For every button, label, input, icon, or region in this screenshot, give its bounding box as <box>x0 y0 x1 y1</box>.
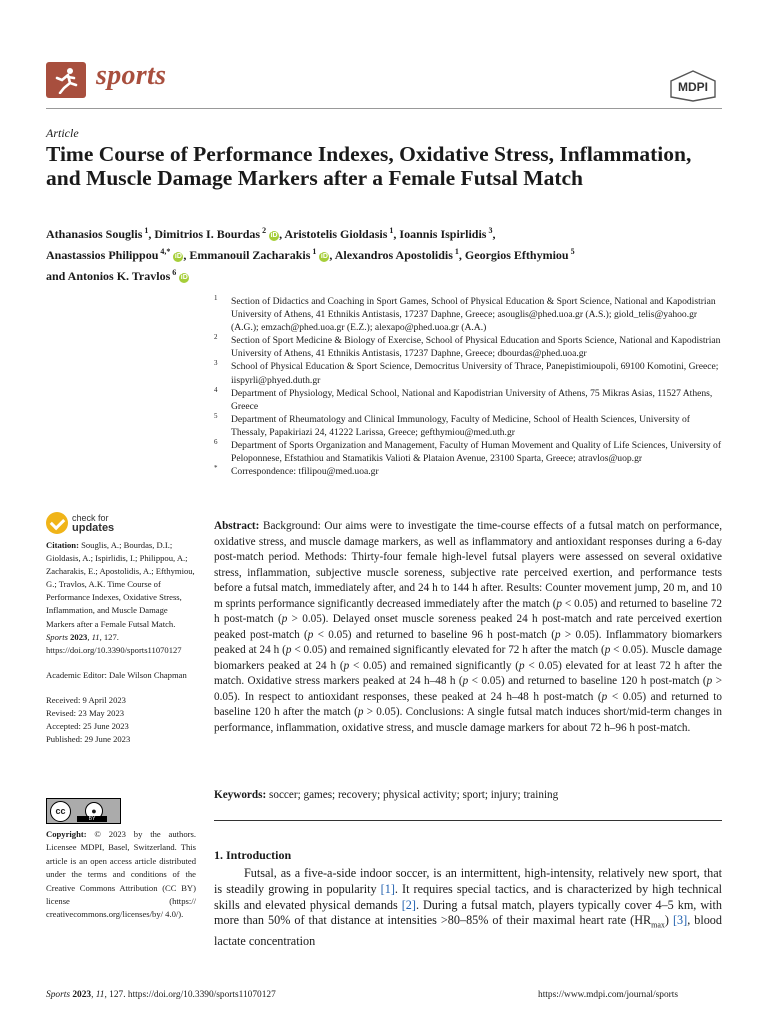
checkmark-icon <box>46 512 68 534</box>
affiliation-text: School of Physical Education & Sport Science, Democritus University of Thrace, Panepistimioupoli, 69100 Komotini, Greece; iispyrli@phyed.duth.gr <box>231 361 719 386</box>
orcid-icon[interactable]: iD <box>180 274 188 281</box>
author-affiliation-sup: 4,* <box>158 247 171 256</box>
orcid-icon[interactable]: iD <box>174 253 182 260</box>
affiliation-number: 3 <box>214 359 218 368</box>
author-affiliation-sup: 6 <box>170 268 177 277</box>
affiliation-number: 6 <box>214 438 218 447</box>
affiliation-item <box>214 334 724 360</box>
p-value-symbol: p <box>307 628 314 641</box>
orcid-icon[interactable]: iD <box>320 253 328 260</box>
affiliation-number: 4 <box>214 385 218 394</box>
date-revised: Revised: 23 May 2023 <box>46 708 125 719</box>
section-heading: 1. Introduction <box>214 848 292 862</box>
abstract-text: < 0.05) and returned to baseline 120 h after the match ( <box>214 690 722 718</box>
abstract-text: > 0.05). Conclusions: A single futsal match induces short/mid-term changes in performance, inflammation, oxidative stress, and muscle damage markers for about 72 h–96 h post-match. <box>214 706 723 734</box>
reference-link[interactable]: [1] <box>380 881 395 896</box>
p-value-symbol: p <box>357 706 364 718</box>
by-label: BY <box>77 816 107 822</box>
p-value-symbol: p <box>706 675 713 687</box>
author-affiliation-sup: 3 <box>486 226 493 235</box>
p-value-symbol: p <box>343 659 350 672</box>
abstract-text: < 0.05) and remained significantly elevated for 72 h after the match ( <box>291 644 605 656</box>
abstract-text: < 0.05) and returned to baseline 96 h post-match ( <box>313 628 555 641</box>
check-for-updates-button[interactable] <box>46 512 211 536</box>
affiliation-item <box>214 465 724 478</box>
p-value-symbol: p <box>281 613 288 625</box>
check-updates-line2: updates <box>72 522 115 534</box>
creative-commons-icon: cc <box>50 801 71 822</box>
runner-icon <box>52 66 80 94</box>
abstract-text: > 0.05). Inflammatory biomarkers peaked at 24 h ( <box>214 628 722 656</box>
affiliation-number: * <box>214 464 218 473</box>
p-value-symbol: p <box>601 690 608 703</box>
author-affiliation-sup: 1 <box>387 226 394 235</box>
introduction-paragraph: Futsal, as a five-a-side indoor soccer, is an intermittent, high-intensity, relatively new sport, that is steadily growing in popularity [1]. It requires special tactics, and is characterized by high technical skills and elevated physical demands [2]. During a futsal match, players typically cover 4–5 km, with more than 50% of that distance at intensities >80–85% of their maximal heart rate $(HR_{max})$ [3], blood lactate concentration <box>214 866 723 948</box>
abstract <box>214 519 722 736</box>
reference-link[interactable]: [2] <box>401 897 416 912</box>
author-name: Dimitrios I. Bourdas <box>154 227 261 241</box>
publisher-logo <box>668 70 718 102</box>
academic-editor: Academic Editor: Dale Wilson Chapman <box>46 669 187 680</box>
abstract-text: < 0.05) and remained significantly ( <box>349 659 519 672</box>
affiliation-text: Department of Physiology, Medical School, National and Kapodistrian University of Athens, 75 Mikras Asias, 11527 Athens, Greece <box>231 387 713 412</box>
p-value-symbol: p <box>285 644 292 656</box>
author-name: and Antonios K. Travlos <box>46 269 171 283</box>
affiliation-text: Section of Didactics and Coaching in Sport Games, School of Physical Education & Sport Science, National and Kapodistrian University of Athens, 41 Ethnikis Antistasis, 17237 Daphne, Greece; asouglis@phed.uoa.gr (A.S.); giold_telis@yahoo.gr (A.G.); emzach@phed.uoa.gr (E.Z.); alexapo@phed.uoa.gr (A.A.) <box>231 296 716 334</box>
affiliation-number: 2 <box>214 333 218 342</box>
journal-name: sports <box>96 60 167 91</box>
affiliation-text: Department of Sports Organization and Management, Faculty of Human Movement and Quality of Life Sciences, University of Peloponnese, Efstathiou and Stamatikis Valioti & Plataion Avenue, 23100 Sparta, Greece; atravlos@uop.gr <box>231 440 722 465</box>
abstract-text: < 0.05). Muscle damage biomarkers peaked at 24 h ( <box>214 644 722 672</box>
affiliation-item <box>214 295 724 334</box>
affiliation-text: Section of Sport Medicine & Biology of Exercise, School of Physical Education and Sports Science, National and Kapodistrian University of Athens, 41 Ethnikis Antistasis, 17237 Daphne, Greece; dbourdas@phed.uoa.gr <box>231 335 721 360</box>
p-value-symbol: p <box>604 644 611 656</box>
affiliation-text: Department of Rheumatology and Clinical Immunology, Faculty of Medicine, School of Health Sciences, University of Thessaly, Papakiriazi 24, 41222 Larissa, Greece; gefthymiou@med.uth.gr <box>231 413 690 438</box>
affiliation-text: Correspondence: tfilipou@med.uoa.gr <box>231 466 379 478</box>
author-affiliation-sup: 1 <box>452 247 459 256</box>
affiliation-item <box>214 439 724 465</box>
abstract-label: Abstract: <box>214 520 260 532</box>
affiliations <box>214 295 724 478</box>
check-updates-line1: check for <box>72 513 109 523</box>
affiliation-item <box>214 413 724 439</box>
author-affiliation-sup: 1 <box>142 226 149 235</box>
abstract-text: < 0.05) elevated for at least 72 h after the match. Oxidative stress markers peaked at 24 h–48 h ( <box>214 659 722 687</box>
p-value-symbol: p <box>462 675 469 687</box>
footer-citation: Sports 2023, 11, 127. https://doi.org/10.3390/sports11070127 <box>46 990 276 1000</box>
article-type: Article <box>46 126 79 140</box>
affiliation-number: 5 <box>214 411 218 420</box>
author-list: Athanasios Souglis $^1$, Dimitrios I. Bourdas $^2$ iD , Aristotelis Gioldasis $^1$, Ioannis Ispirlidis $^3$, Anastassios Philippou $^{4,*}$ iD , Emmanouil Zacharakis $^1$ iD , Alexandros Apostolidis $^1$, Georgios Efthymiou $^5$ and Antonios K. Travlos $^6$ iD <box>46 226 575 283</box>
publisher-name: MDPI <box>678 80 708 94</box>
sidebar <box>46 539 196 746</box>
p-value-symbol: p <box>519 659 525 672</box>
date-published: Published: 29 June 2023 <box>46 734 131 745</box>
keywords: Keywords: soccer; games; recovery; physical activity; sport; injury; training <box>214 789 559 801</box>
attribution-person-icon: ● <box>85 802 103 820</box>
affiliation-item <box>214 387 724 413</box>
citation-doi-link[interactable]: , 127. https://doi.org/10.3390/sports11070127 <box>46 631 182 655</box>
author-affiliation-sup: 2 <box>260 226 267 235</box>
p-value-symbol: p <box>556 597 563 610</box>
citation: Citation: Souglis, A.; Bourdas, D.I.; Gioldasis, A.; Ispirlidis, I.; Philippou, A.; Zacharakis, E.; Apostolidis, A.; Efthymiou, G.; Travlos, A.K. Time Course of Performance Indexes, Oxidative Stress, Inflammation, and Muscle Damage Markers after a Female Futsal Match. Sports 2023, 11, 127. https://doi.org/10.3390/sports11070127 <box>46 540 195 655</box>
abstract-text: Background: Our aims were to investigate the time-course effects of a futsal match on performance, oxidative stress, and muscle damage markers, as well as inflammatory and antioxidant responses during a 6-day post-match period. Methods: Thirty-four female high-level futsal players were assessed on several oxidative stress, inflammation, subjective muscle soreness, subjective rate perceived exertion, and performance tests before a futsal match, immediately after, and 24 h to 144 h after. Results: Counter movement jump, 20 m, and 10 m sprints performance significantly decreased immediately after the match ( <box>214 520 722 610</box>
journal-logo <box>46 62 86 98</box>
reference-link[interactable]: [3] <box>672 913 688 928</box>
footer-doi-link[interactable]: , 127. https://doi.org/10.3390/sports11070127 <box>104 990 276 1000</box>
abstract-text: < 0.05) and returned to baseline 120 h post-match ( <box>468 675 707 687</box>
author-name: Aristotelis Gioldasis <box>284 227 388 241</box>
author-name: Alexandros Apostolidis <box>334 248 453 262</box>
footer-journal-url[interactable]: https://www.mdpi.com/journal/sports <box>538 990 679 1000</box>
author-name: Ioannis Ispirlidis <box>399 227 487 241</box>
copyright-notice: Copyright: © 2023 by the authors. Licensee MDPI, Basel, Switzerland. This article is an open access article distributed under the terms and conditions of the Creative Commons Attribution (CC BY) license (https:// creativecommons.org/licenses/by/ 4.0/). <box>46 829 196 920</box>
abstract-text: > 0.05). Delayed onset muscle soreness peaked 24 h post-match and rate perceived exertion peaked post-match ( <box>214 613 723 641</box>
author-name: Anastassios Philippou <box>46 248 159 262</box>
article-title: Time Course of Performance Indexes, Oxidative Stress, Inflammation, and Muscle Damage Markers after a Female Futsal Match <box>46 142 692 190</box>
author-name: Athanasios Souglis <box>46 227 143 241</box>
date-accepted: Accepted: 25 June 2023 <box>46 721 129 732</box>
cc-by-license-badge[interactable] <box>46 798 121 824</box>
section-divider <box>214 820 722 821</box>
orcid-icon[interactable]: iD <box>270 232 278 239</box>
p-value-symbol: p <box>554 628 561 641</box>
abstract-text: < 0.05) and returned to baseline 72 h post-match ( <box>214 597 722 625</box>
abstract-text: > 0.05). In respect to antioxidant responses, these peaked at 24 h–48 h post-match ( <box>214 675 723 703</box>
author-affiliation-sup: 1 <box>310 247 317 256</box>
author-name: Emmanouil Zacharakis <box>189 248 311 262</box>
author-affiliation-sup: 5 <box>568 247 575 256</box>
header-divider <box>46 108 722 109</box>
affiliation-number: 1 <box>214 294 218 302</box>
affiliation-item <box>214 360 724 386</box>
author-name: Georgios Efthymiou <box>464 248 569 262</box>
date-received: Received: 9 April 2023 <box>46 694 126 705</box>
